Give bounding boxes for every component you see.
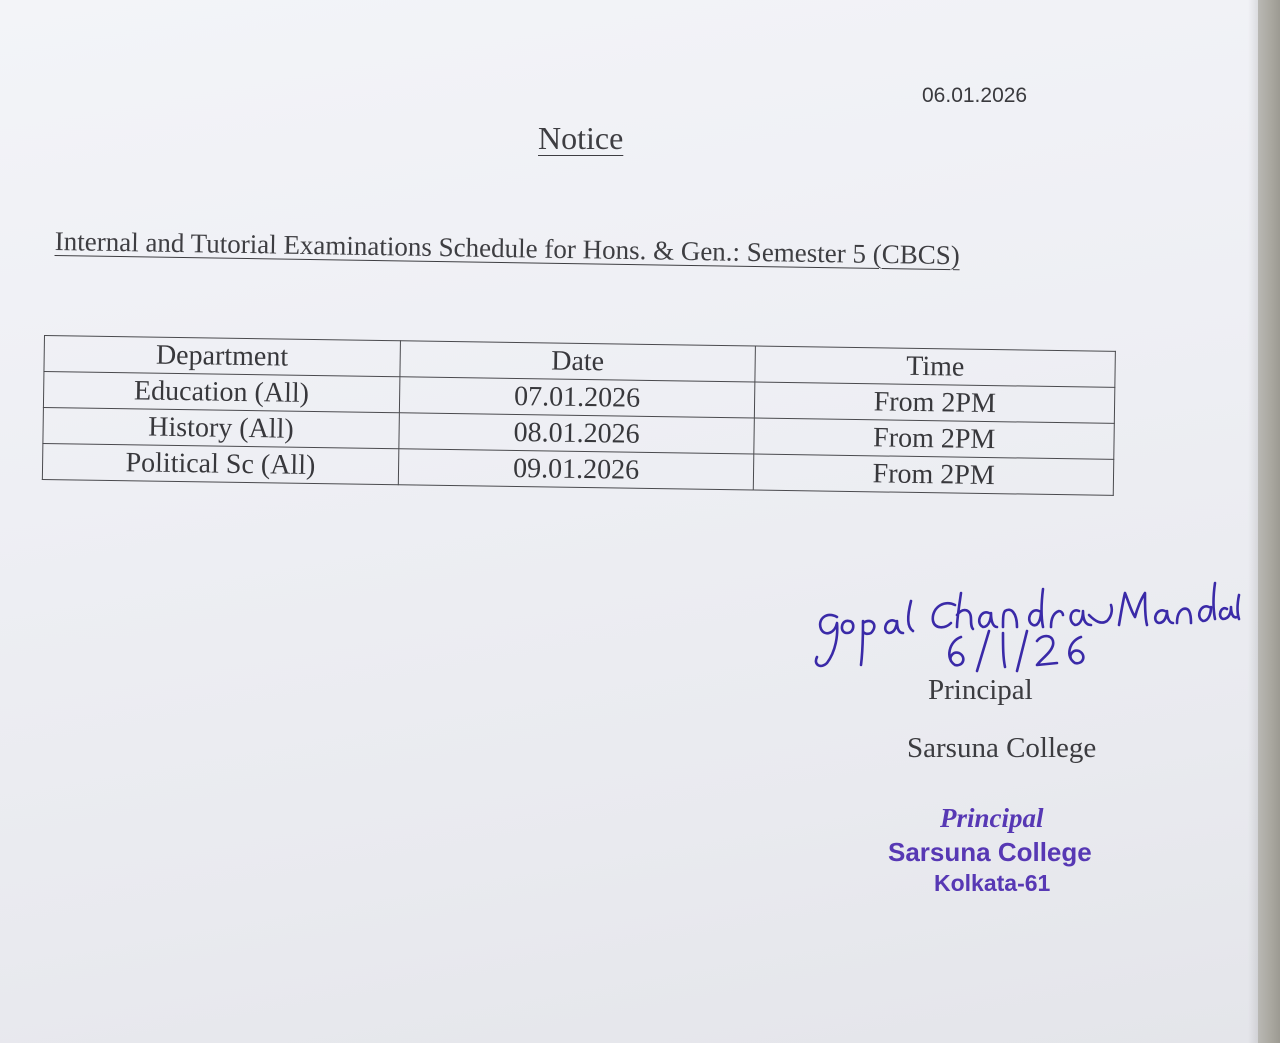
stamp-line-college: Sarsuna College — [888, 837, 1092, 867]
cell-time: From 2PM — [755, 382, 1115, 423]
cell-time: From 2PM — [754, 418, 1114, 459]
cell-date: 08.01.2026 — [399, 413, 755, 454]
cell-time: From 2PM — [754, 454, 1114, 495]
header-department: Department — [44, 336, 400, 377]
background-edge — [1258, 0, 1280, 1043]
signatory-designation: Principal — [928, 674, 1033, 706]
notice-date: 06.01.2026 — [922, 84, 1028, 107]
cell-department: Education (All) — [43, 372, 399, 413]
signatory-institution: Sarsuna College — [907, 732, 1097, 764]
notice-subtitle: Internal and Tutorial Examinations Schedule for Hons. & Gen.: Semester 5 (CBCS) — [54, 226, 961, 271]
header-time: Time — [755, 346, 1115, 387]
cell-date: 09.01.2026 — [398, 449, 754, 490]
cell-department: Political Sc (All) — [42, 443, 398, 484]
stamp-line-principal: Principal — [940, 803, 1044, 833]
cell-department: History (All) — [43, 407, 399, 448]
notice-title: Notice — [538, 120, 624, 156]
header-date: Date — [400, 341, 756, 382]
schedule-table — [42, 335, 1116, 496]
handwritten-signature — [805, 575, 1245, 675]
stamp-line-city: Kolkata-61 — [934, 870, 1051, 896]
cell-date: 07.01.2026 — [399, 377, 755, 418]
paper-shadow — [1248, 0, 1258, 1043]
